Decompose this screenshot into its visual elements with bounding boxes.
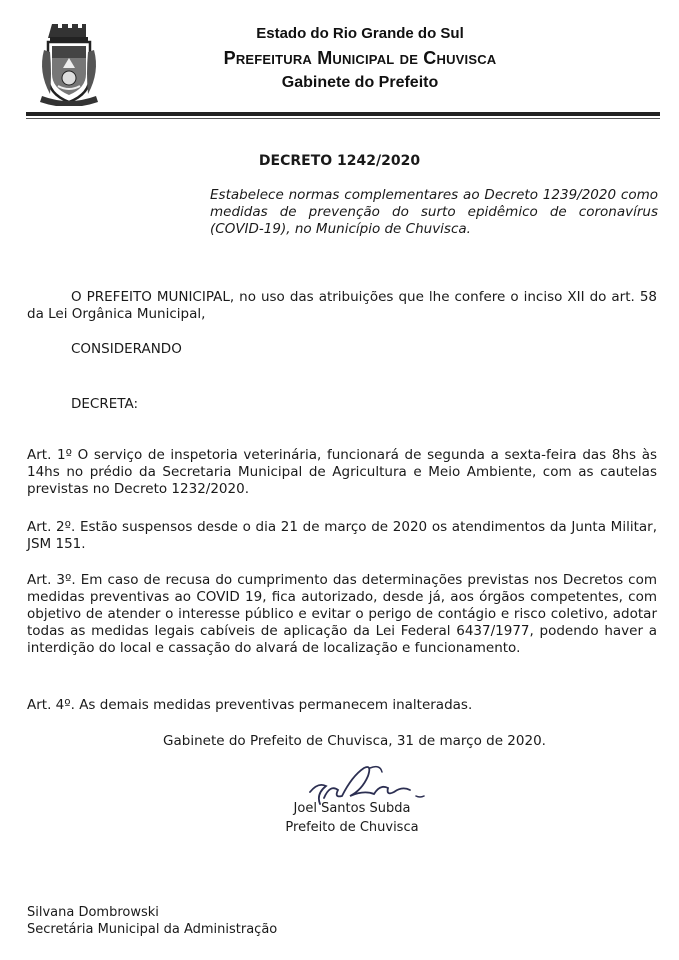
header-divider (26, 112, 660, 116)
header-state: Estado do Rio Grande do Sul (256, 25, 464, 42)
article-3: Art. 3º. Em caso de recusa do cumprimento das determinações previstas nos Decretos com medidas preventivas ao COVID 19, fica autorizado, desde já, aos órgãos competentes, com objetivo de atender o interesse público e evitar o perigo de contágio e risco coletivo, adotar todas as medidas legais cabíveis de aplicação da Lei Federal 6437/1977, podendo haver a interdição do local e cassação do alvará de localização e funcionamento. (27, 572, 657, 656)
signatory-role: Prefeito de Chuvisca (285, 820, 419, 835)
decree-title: DECRETO 1242/2020 (258, 153, 421, 169)
signatory-name: Joel Santos Subda (293, 801, 411, 816)
decree-preamble: O PREFEITO MUNICIPAL, no uso das atribuições que lhe confere o inciso XII do art. 58 da Lei Orgânica Municipal, (27, 289, 657, 322)
decree-ementa: Estabelece normas complementares ao Decreto 1239/2020 como medidas de prevenção do surto epidêmico de coronavírus (COVID-19), no Município de Chuvisca. (210, 187, 658, 237)
header-prefecture: Prefeitura Municipal de Chuvisca (223, 48, 497, 68)
decreta-label: DECRETA: (71, 396, 139, 412)
header-divider-thin (26, 118, 660, 119)
municipal-coat-of-arms-icon (38, 20, 100, 106)
article-2: Art. 2º. Estão suspensos desde o dia 21 de março de 2020 os atendimentos da Junta Militar, JSM 151. (27, 519, 657, 552)
footer-role: Secretária Municipal da Administração (27, 922, 278, 937)
article-4: Art. 4º. As demais medidas preventivas permanecem inalteradas. (27, 697, 473, 713)
considerando-label: CONSIDERANDO (71, 341, 182, 357)
date-line: Gabinete do Prefeito de Chuvisca, 31 de março de 2020. (163, 733, 546, 749)
article-1: Art. 1º O serviço de inspetoria veterinária, funcionará de segunda a sexta-feira das 8hs às 14hs no prédio da Secretaria Municipal de Agricultura e Meio Ambiente, com as cautelas previstas no Decreto 1232/2020. (27, 447, 657, 497)
footer-name: Silvana Dombrowski (27, 905, 159, 920)
header-office: Gabinete do Prefeito (281, 74, 439, 91)
